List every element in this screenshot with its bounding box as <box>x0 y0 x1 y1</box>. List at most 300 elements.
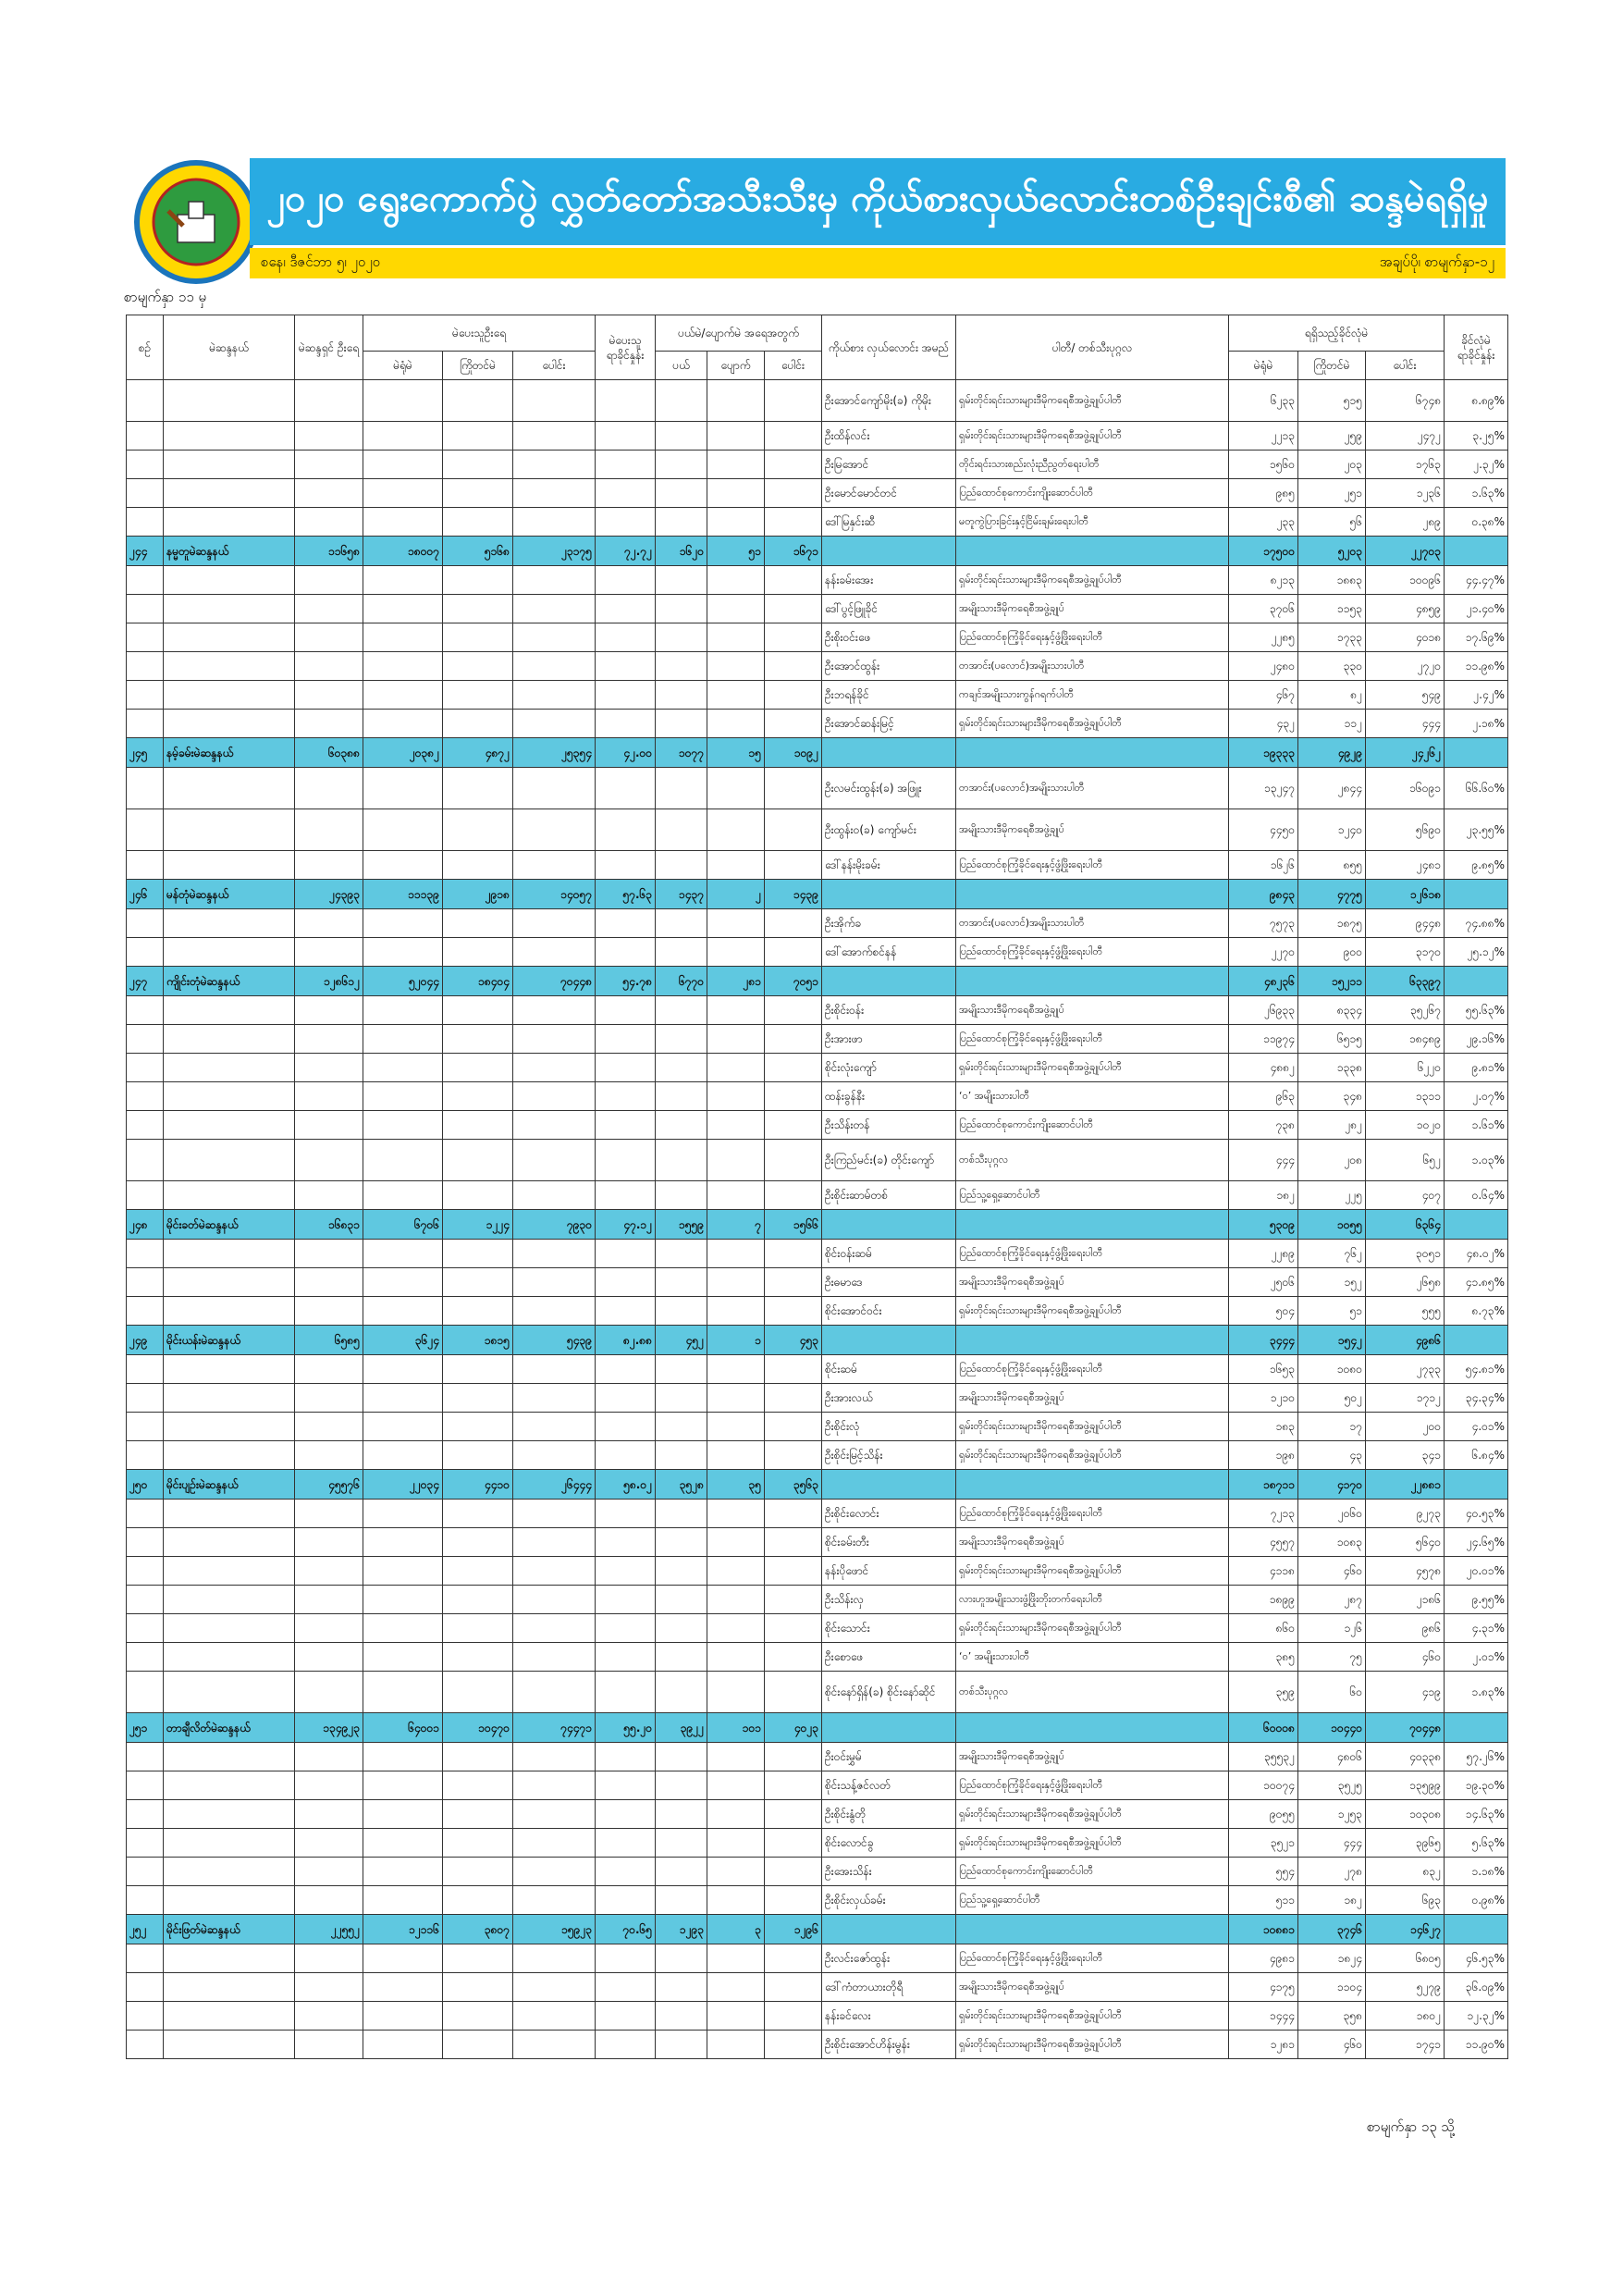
empty-cell <box>656 652 707 681</box>
invalid-total: ၄၀၂၃ <box>765 1713 822 1743</box>
empty-cell <box>956 537 1229 566</box>
candidate-row <box>127 652 1508 681</box>
votes-inperson: ၁၁၉၇၄ <box>1229 1025 1298 1054</box>
empty-cell <box>295 1973 363 2002</box>
vote-percent: ၁.၁၈% <box>1445 1858 1508 1886</box>
votes-advance: ၇၅ <box>1298 1643 1366 1672</box>
empty-cell <box>596 1643 656 1672</box>
constituency-no: ၂၄၅ <box>127 738 164 768</box>
vote-percent: ၁.၀၃% <box>1445 1140 1508 1181</box>
votes-advance: ၅၁၅ <box>1298 380 1366 422</box>
col-votes-total: ပေါင်း <box>1366 352 1445 380</box>
party-name: ပြည်သူ့ရှေ့ဆောင်ပါတီ <box>956 1181 1229 1210</box>
turnout: ၈၂.၈၈ <box>596 1326 656 1355</box>
empty-cell <box>127 1771 164 1800</box>
candidate-row <box>127 380 1508 422</box>
empty-cell <box>164 1500 295 1528</box>
empty-cell <box>765 1771 822 1800</box>
empty-cell <box>656 1528 707 1557</box>
empty-cell <box>443 1355 513 1384</box>
empty-cell <box>164 595 295 623</box>
empty-cell <box>363 909 443 938</box>
col-voters-group: မဲပေးသူဦးရေ <box>363 315 596 352</box>
votes-advance: ၁၈၈၃ <box>1298 566 1366 595</box>
empty-cell <box>765 623 822 652</box>
empty-cell <box>127 451 164 479</box>
empty-cell <box>596 1829 656 1858</box>
valid-advance: ၁၀၄၄၀ <box>1298 1713 1366 1743</box>
votes-inperson: ၆၂၃၃ <box>1229 380 1298 422</box>
empty-cell <box>656 1384 707 1413</box>
candidate-row <box>127 1800 1508 1829</box>
votes-advance: ၃၅၂၅ <box>1298 1771 1366 1800</box>
vote-percent: ၅.၆၃% <box>1445 1829 1508 1858</box>
valid-inperson: ၁၀၈၈၁ <box>1229 1915 1298 1944</box>
empty-cell <box>513 1500 596 1528</box>
votes-inperson: ၃၅၅၃၂ <box>1229 1743 1298 1771</box>
party-name: အမျိုးသားဒီမိုကရေစီအဖွဲ့ချုပ် <box>956 809 1229 851</box>
vote-percent: ၁.၈၃% <box>1445 1672 1508 1713</box>
valid-advance: ၃၇၄၆ <box>1298 1915 1366 1944</box>
empty-cell <box>513 1355 596 1384</box>
empty-cell <box>596 2031 656 2059</box>
empty-cell <box>513 909 596 938</box>
empty-cell <box>656 996 707 1025</box>
candidate-row <box>127 2002 1508 2031</box>
party-name: ရှမ်းတိုင်းရင်းသားများဒီမိုကရေစီအဖွဲ့ချုပ်ပါတီ <box>956 1054 1229 1082</box>
invalid-total: ၁၆၇၁ <box>765 537 822 566</box>
empty-cell <box>707 1240 765 1268</box>
empty-cell <box>596 1614 656 1643</box>
candidate-name: ဦးမောင်မောင်တင် <box>822 479 956 508</box>
votes-total: ၂၁၈၆ <box>1366 1586 1445 1614</box>
empty-cell <box>513 1268 596 1297</box>
votes-advance: ၁၁၀၄ <box>1298 1973 1366 2002</box>
empty-cell <box>656 2002 707 2031</box>
empty-cell <box>596 479 656 508</box>
empty-cell <box>765 479 822 508</box>
empty-cell <box>765 809 822 851</box>
empty-cell <box>164 1082 295 1111</box>
turnout: ၄၇.၁၂ <box>596 1210 656 1240</box>
valid-advance: ၄၉၂၉ <box>1298 738 1366 768</box>
empty-cell <box>127 1355 164 1384</box>
votes-total: ၆၇၄၈ <box>1366 380 1445 422</box>
valid-advance: ၄၁၇၀ <box>1298 1470 1366 1500</box>
empty-cell <box>656 422 707 451</box>
invalid-votes: ၄၅၂ <box>656 1326 707 1355</box>
empty-cell <box>707 1586 765 1614</box>
empty-cell <box>707 1829 765 1858</box>
empty-cell <box>127 1557 164 1586</box>
party-name: လားဟူအမျိုးသားဖွံ့ဖြိုးတိုးတက်ရေးပါတီ <box>956 1586 1229 1614</box>
empty-cell <box>765 1268 822 1297</box>
constituency-name: နမ္မတူမဲဆန္ဒနယ် <box>164 537 295 566</box>
candidate-name: ထန်းခွန်နီး <box>822 1082 956 1111</box>
empty-cell <box>164 1441 295 1470</box>
voters-total: ၇၉၃၀ <box>513 1210 596 1240</box>
empty-cell <box>127 1973 164 2002</box>
empty-cell <box>596 1384 656 1413</box>
empty-cell <box>164 710 295 738</box>
lost-votes: ၁၅ <box>707 738 765 768</box>
empty-cell <box>596 1240 656 1268</box>
constituency-no: ၂၅၁ <box>127 1713 164 1743</box>
candidate-name: ဒေါ်မြနှင်းဆီ <box>822 508 956 537</box>
empty-cell <box>363 1643 443 1672</box>
empty-cell <box>513 1413 596 1441</box>
candidate-row <box>127 1829 1508 1858</box>
constituency-name: မိုင်းဖြတ်မဲဆန္ဒနယ် <box>164 1915 295 1944</box>
candidate-name: ဦးထွန်းဝ(ခ) ကျော်မင်း <box>822 809 956 851</box>
party-name: ရှမ်းတိုင်းရင်းသားများဒီမိုကရေစီအဖွဲ့ချုပ်ပါတီ <box>956 710 1229 738</box>
votes-total: ၃၁၇၀ <box>1366 938 1445 967</box>
empty-cell <box>707 1672 765 1713</box>
eligible-voters: ၁၂၈၆၁၂ <box>295 967 363 996</box>
vote-percent: ၀.၉၈% <box>1445 1886 1508 1915</box>
empty-cell <box>443 1384 513 1413</box>
votes-advance: ၁၇၃၃ <box>1298 623 1366 652</box>
empty-cell <box>127 380 164 422</box>
candidate-row <box>127 1384 1508 1413</box>
empty-cell <box>363 1672 443 1713</box>
empty-cell <box>363 422 443 451</box>
empty-cell <box>513 851 596 880</box>
votes-total: ၄၁၉ <box>1366 1672 1445 1713</box>
empty-cell <box>513 768 596 809</box>
invalid-total: ၁၄၃၉ <box>765 880 822 909</box>
invalid-votes: ၁၂၉၃ <box>656 1915 707 1944</box>
empty-cell <box>363 851 443 880</box>
empty-cell <box>822 1713 956 1743</box>
vote-percent: ၃၄.၃၄% <box>1445 1384 1508 1413</box>
empty-cell <box>765 1111 822 1140</box>
empty-cell <box>363 1441 443 1470</box>
empty-cell <box>443 1614 513 1643</box>
empty-cell <box>363 1771 443 1800</box>
votes-inperson: ၁၂၈၁ <box>1229 2031 1298 2059</box>
empty-cell <box>656 479 707 508</box>
vote-percent: ၅၅.၆၃% <box>1445 996 1508 1025</box>
votes-advance: ၅၁ <box>1298 1297 1366 1326</box>
party-name: ပြည်ထောင်စုကြံ့ခိုင်ရေးနှင့်ဖွံ့ဖြိုးရေးပါတီ <box>956 851 1229 880</box>
candidate-name: ဦးဓမာဒေ <box>822 1268 956 1297</box>
empty-cell <box>127 2002 164 2031</box>
empty-cell <box>295 1944 363 1973</box>
votes-total: ၅၆၉၀ <box>1366 809 1445 851</box>
empty-cell <box>127 809 164 851</box>
votes-advance: ၈၃၃၄ <box>1298 996 1366 1025</box>
voters-total: ၇၀၄၄၈ <box>513 967 596 996</box>
eligible-voters: ၄၅၅၇၆ <box>295 1470 363 1500</box>
empty-cell <box>164 1384 295 1413</box>
empty-cell <box>656 1672 707 1713</box>
party-name: ရှမ်းတိုင်းရင်းသားများဒီမိုကရေစီအဖွဲ့ချုပ်ပါတီ <box>956 422 1229 451</box>
valid-inperson: ၁၉၃၃၃ <box>1229 738 1298 768</box>
empty-cell <box>127 938 164 967</box>
empty-cell <box>707 809 765 851</box>
valid-inperson: ၃၄၄၄ <box>1229 1326 1298 1355</box>
empty-cell <box>363 1054 443 1082</box>
empty-cell <box>443 1054 513 1082</box>
empty-cell <box>363 566 443 595</box>
empty-cell <box>443 1528 513 1557</box>
voters-inperson: ၁၂၁၁၆ <box>363 1915 443 1944</box>
empty-cell <box>656 681 707 710</box>
votes-inperson: ၄၃၂ <box>1229 710 1298 738</box>
vote-percent: ၂၅.၁၂% <box>1445 938 1508 967</box>
vote-percent: ၈.၈၉% <box>1445 380 1508 422</box>
empty-cell <box>596 996 656 1025</box>
empty-cell <box>765 1586 822 1614</box>
empty-cell <box>164 1268 295 1297</box>
vote-percent: ၆၆.၆၀% <box>1445 768 1508 809</box>
publication-date: စနေ၊ ဒီဇင်ဘာ ၅၊ ၂၀၂၀ <box>261 253 381 270</box>
col-invalid-total: ပေါင်း <box>765 352 822 380</box>
votes-inperson: ၁၃၂၄၇ <box>1229 768 1298 809</box>
candidate-row <box>127 681 1508 710</box>
empty-cell <box>513 1111 596 1140</box>
vote-percent: ၂၀.၀၁% <box>1445 1557 1508 1586</box>
empty-cell <box>295 1829 363 1858</box>
empty-cell <box>295 595 363 623</box>
empty-cell <box>656 2031 707 2059</box>
constituency-name: တာချီလိတ်မဲဆန္ဒနယ် <box>164 1713 295 1743</box>
votes-inperson: ၇၅၇၃ <box>1229 909 1298 938</box>
votes-total: ၄၀၇ <box>1366 1181 1445 1210</box>
votes-inperson: ၄၄၄ <box>1229 1140 1298 1181</box>
valid-inperson: ၄၈၂၃၆ <box>1229 967 1298 996</box>
vote-percent: ၂၁.၄၀% <box>1445 595 1508 623</box>
constituency-row <box>127 967 1508 996</box>
empty-cell <box>164 566 295 595</box>
votes-total: ၃၅၂၆၇ <box>1366 996 1445 1025</box>
candidate-name: စိုင်းဝန်းဆမ် <box>822 1240 956 1268</box>
empty-cell <box>443 1297 513 1326</box>
candidate-row <box>127 1886 1508 1915</box>
empty-cell <box>363 1614 443 1643</box>
empty-cell <box>127 479 164 508</box>
votes-advance: ၁၀၈၀ <box>1298 1355 1366 1384</box>
empty-cell <box>127 996 164 1025</box>
candidate-name: ဦးသိန်းတန် <box>822 1111 956 1140</box>
turnout: ၅၄.၇၈ <box>596 967 656 996</box>
valid-total: ၂၂၈၈၁ <box>1366 1470 1445 1500</box>
votes-inperson: ၇၃၈ <box>1229 1111 1298 1140</box>
candidate-name: ဦးစိုင်းအောင်ဟိန်းမွန်း <box>822 2031 956 2059</box>
votes-inperson: ၃၈၅ <box>1229 1643 1298 1672</box>
empty-cell <box>707 2031 765 2059</box>
empty-cell <box>765 1297 822 1326</box>
empty-cell <box>164 809 295 851</box>
empty-cell <box>656 1771 707 1800</box>
empty-cell <box>127 851 164 880</box>
votes-total: ၁၇၆၃ <box>1366 451 1445 479</box>
empty-cell <box>656 1268 707 1297</box>
invalid-total: ၁၀၉၂ <box>765 738 822 768</box>
valid-advance: ၄၇၇၅ <box>1298 880 1366 909</box>
empty-cell <box>164 1025 295 1054</box>
empty-cell <box>164 451 295 479</box>
votes-advance: ၁၁၂ <box>1298 710 1366 738</box>
empty-cell <box>363 1268 443 1297</box>
invalid-total: ၃၅၆၃ <box>765 1470 822 1500</box>
votes-advance: ၃၅၈ <box>1298 2002 1366 2031</box>
empty-cell <box>707 1771 765 1800</box>
lost-votes: ၁ <box>707 1326 765 1355</box>
valid-advance: ၅၂၀၃ <box>1298 537 1366 566</box>
empty-cell <box>765 1528 822 1557</box>
empty-cell <box>513 1384 596 1413</box>
empty-cell <box>707 1886 765 1915</box>
empty-cell <box>956 738 1229 768</box>
votes-advance: ၁၂၅၃ <box>1298 1800 1366 1829</box>
candidate-row <box>127 479 1508 508</box>
empty-cell <box>596 1586 656 1614</box>
party-name: ရှမ်းတိုင်းရင်းသားများဒီမိုကရေစီအဖွဲ့ချုပ်ပါတီ <box>956 2031 1229 2059</box>
vote-percent: ၀.၃၈% <box>1445 508 1508 537</box>
empty-cell <box>765 1025 822 1054</box>
empty-cell <box>513 1140 596 1181</box>
empty-cell <box>127 1111 164 1140</box>
empty-cell <box>363 681 443 710</box>
empty-cell <box>363 809 443 851</box>
empty-cell <box>443 623 513 652</box>
empty-cell <box>596 1054 656 1082</box>
eligible-voters: ၁၆၈၃၁ <box>295 1210 363 1240</box>
votes-total: ၄၈၅၉ <box>1366 595 1445 623</box>
empty-cell <box>164 1944 295 1973</box>
empty-cell <box>1445 1210 1508 1240</box>
empty-cell <box>656 1082 707 1111</box>
candidate-row <box>127 1268 1508 1297</box>
candidate-row <box>127 909 1508 938</box>
candidate-name: ဦးဘရန်ခိုင် <box>822 681 956 710</box>
empty-cell <box>127 1140 164 1181</box>
vote-percent: ၅၇.၂၆% <box>1445 1743 1508 1771</box>
empty-cell <box>513 652 596 681</box>
candidate-row <box>127 1614 1508 1643</box>
empty-cell <box>443 1557 513 1586</box>
party-name: ပြည်ထောင်စုကြံ့ခိုင်ရေးနှင့်ဖွံ့ဖြိုးရေးပါတီ <box>956 1355 1229 1384</box>
voters-total: ၂၅၃၅၄ <box>513 738 596 768</box>
empty-cell <box>127 1240 164 1268</box>
empty-cell <box>127 508 164 537</box>
candidate-row <box>127 1643 1508 1672</box>
candidate-name: စိုင်းနော်ရှိန်(ခ) စိုင်းနော်ဆိုင် <box>822 1672 956 1713</box>
empty-cell <box>707 1500 765 1528</box>
col-invalid: ပယ် <box>656 352 707 380</box>
votes-advance: ၈၅၅ <box>1298 851 1366 880</box>
empty-cell <box>295 1355 363 1384</box>
empty-cell <box>295 479 363 508</box>
votes-advance: ၁၂၆ <box>1298 1614 1366 1643</box>
vote-percent: ၂.၀၁% <box>1445 1643 1508 1672</box>
candidate-row <box>127 1500 1508 1528</box>
empty-cell <box>443 380 513 422</box>
date-bar <box>250 248 1506 278</box>
candidate-name: စိုင်းခမ်းတီး <box>822 1528 956 1557</box>
votes-inperson: ၄၅၅၇ <box>1229 1528 1298 1557</box>
empty-cell <box>596 1025 656 1054</box>
empty-cell <box>127 623 164 652</box>
empty-cell <box>765 681 822 710</box>
eligible-voters: ၂၂၅၅၂ <box>295 1915 363 1944</box>
voters-advance: ၅၁၆၈ <box>443 537 513 566</box>
vote-percent: ၄၈.၀၂% <box>1445 1240 1508 1268</box>
empty-cell <box>164 1054 295 1082</box>
empty-cell <box>295 1528 363 1557</box>
empty-cell <box>443 1672 513 1713</box>
empty-cell <box>596 451 656 479</box>
empty-cell <box>707 1413 765 1441</box>
candidate-row <box>127 809 1508 851</box>
votes-inperson: ၃၇၀၆ <box>1229 595 1298 623</box>
party-name: ရှမ်းတိုင်းရင်းသားများဒီမိုကရေစီအဖွဲ့ချုပ်ပါတီ <box>956 566 1229 595</box>
empty-cell <box>443 1743 513 1771</box>
empty-cell <box>443 595 513 623</box>
empty-cell <box>707 2002 765 2031</box>
empty-cell <box>822 1326 956 1355</box>
empty-cell <box>656 1944 707 1973</box>
valid-inperson: ၉၈၄၃ <box>1229 880 1298 909</box>
candidate-name: စိုင်းလုံးကျော် <box>822 1054 956 1082</box>
empty-cell <box>822 1470 956 1500</box>
candidate-name: ဦးကြည်မင်း(ခ) တိုင်းကျော် <box>822 1140 956 1181</box>
empty-cell <box>363 1025 443 1054</box>
empty-cell <box>1445 537 1508 566</box>
empty-cell <box>164 1672 295 1713</box>
empty-cell <box>513 681 596 710</box>
candidate-name: ဦးလင်းဇော်ထွန်း <box>822 1944 956 1973</box>
empty-cell <box>707 623 765 652</box>
empty-cell <box>363 1111 443 1140</box>
empty-cell <box>443 768 513 809</box>
eligible-voters: ၆၀၃၈၈ <box>295 738 363 768</box>
votes-inperson: ၂၃၃ <box>1229 508 1298 537</box>
empty-cell <box>443 652 513 681</box>
empty-cell <box>596 623 656 652</box>
candidate-name: ဦးစိုင်းလှယ်ခမ်း <box>822 1886 956 1915</box>
party-name: တစ်သီးပုဂ္ဂလ <box>956 1672 1229 1713</box>
empty-cell <box>127 652 164 681</box>
party-name: တအာင်း(ပလောင်)အမျိုးသားပါတီ <box>956 768 1229 809</box>
empty-cell <box>443 1082 513 1111</box>
empty-cell <box>707 1643 765 1672</box>
empty-cell <box>513 1240 596 1268</box>
voters-advance: ၁၈၄၀၄ <box>443 967 513 996</box>
empty-cell <box>707 1355 765 1384</box>
empty-cell <box>656 1743 707 1771</box>
votes-total: ၉၂၇၃ <box>1366 1500 1445 1528</box>
empty-cell <box>707 681 765 710</box>
votes-advance: ၂၅၁ <box>1298 479 1366 508</box>
empty-cell <box>363 710 443 738</box>
empty-cell <box>707 1973 765 2002</box>
valid-total: ၆၃၆၄ <box>1366 1210 1445 1240</box>
votes-advance: ၂၀၈ <box>1298 1140 1366 1181</box>
empty-cell <box>596 681 656 710</box>
empty-cell <box>707 1384 765 1413</box>
votes-inperson: ၁၈၉၉ <box>1229 1586 1298 1614</box>
empty-cell <box>707 996 765 1025</box>
empty-cell <box>656 938 707 967</box>
empty-cell <box>363 1973 443 2002</box>
party-name: ပြည်ထောင်စုကြံ့ခိုင်ရေးနှင့်ဖွံ့ဖြိုးရေးပါတီ <box>956 623 1229 652</box>
empty-cell <box>443 479 513 508</box>
empty-cell <box>822 880 956 909</box>
candidate-name: ဦးစောဖေ <box>822 1643 956 1672</box>
